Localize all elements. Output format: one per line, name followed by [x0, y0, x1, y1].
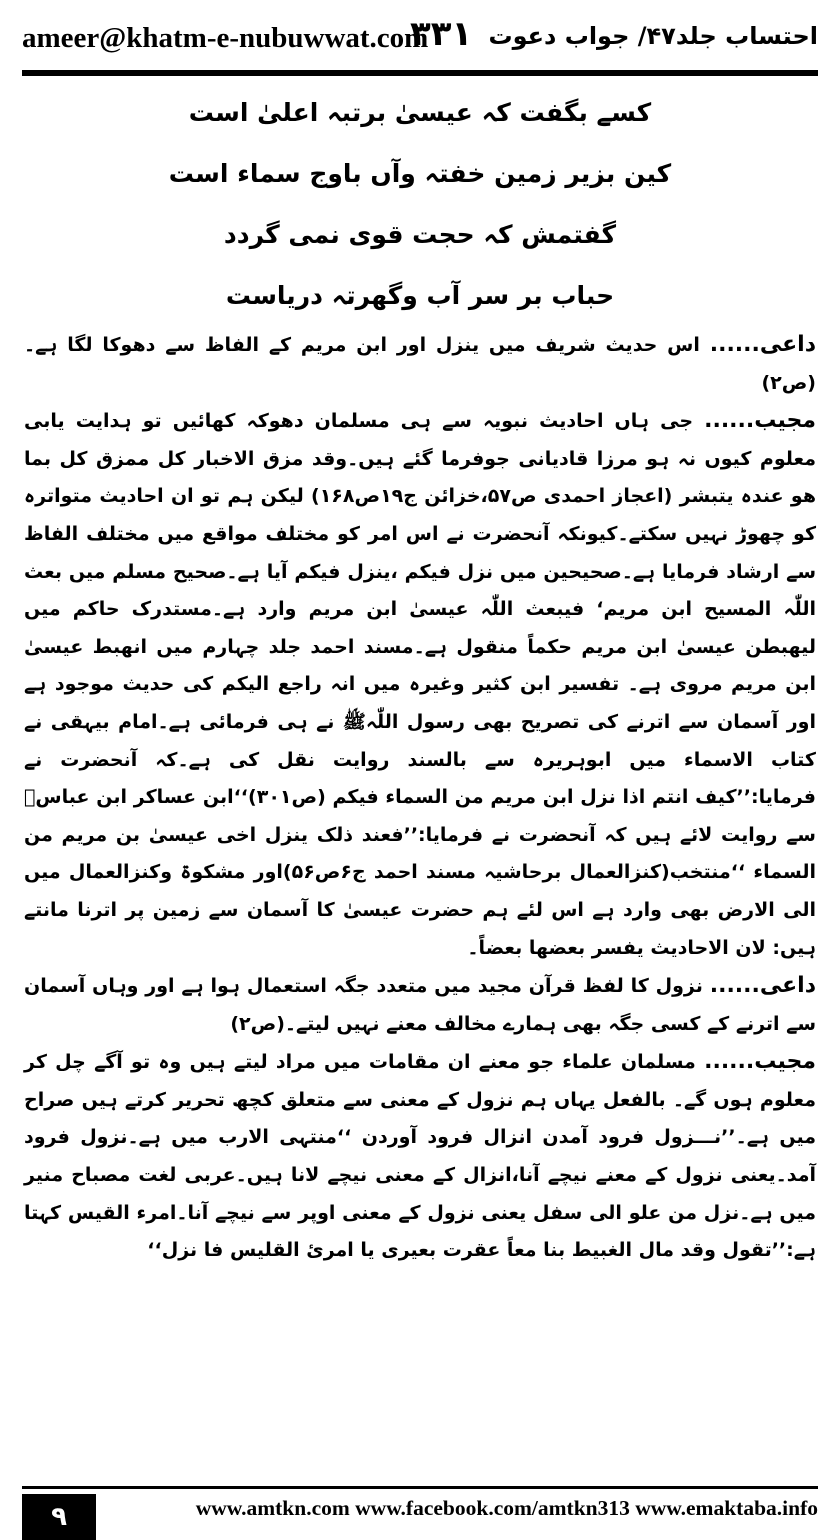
paragraph-text: نزول کا لفظ قرآن مجید میں متعدد جگہ استعمال ہوا ہے اور وہاں آسمان سے اترنے کے کسی جگہ بھی ہمارے مخالف معنے نہیں لیتے۔(ص۲) [24, 975, 816, 1035]
header-page-number: ۳۳۱ [410, 14, 473, 54]
paragraph-text: مسلمان علماء جو معنے ان مقامات میں مراد لیتے ہیں وہ تو آگے چل کر معلوم ہوں گے۔ بالفعل یہاں ہم نزول کے معنی سے متعلق کچھ تحریر کرتے ہیں صراح میں ہے۔’’نـــزول فرود آمدن انزال فرود آوردن ‘‘منتہی الارب میں ہے۔نزول فرود آمد۔یعنی نزول کے معنے نیچے آنا،انزال کے معنی نیچے لانا ہیں۔عربی لغت مصباح منیر میں ہے۔نزل من علو الی سفل یعنی نزول کے معنی اوپر سے نیچے آنا۔امرء القیس کہتا ہے:’’تقول وقد مال الغبیط بنا معاً عقرت بعیری یا امرئ القلیس فا نزل‘‘ [24, 1051, 816, 1262]
poem-line: حباب بر سر آب وگھرتہ دریاست [225, 281, 615, 310]
footer-page-badge: ۹ [22, 1494, 96, 1540]
speaker-label: داعی...... [709, 332, 816, 357]
paragraph [24, 326, 816, 402]
poem [24, 82, 816, 326]
page-body [24, 82, 816, 1270]
header-rule [22, 70, 818, 76]
poem-line: کین بزیر زمین خفتہ وآں باوج سماء است [168, 159, 672, 188]
paragraph-text: جی ہاں احادیث نبویہ سے ہی مسلمان دھوکہ کھائیں تو ہدایت یابی معلوم کیوں نہ ہو مرزا قادیانی جوفرما گئے ہیں۔وقد مزق الاخبار کل ممزق کل بما ھو عندہ یتبشر (اعجاز احمدی ص۵۷،خزائن ج۱۹ص۱۶۸) لیکن ہم تو ان احادیث متواترہ کو چھوڑ نہیں سکتے۔کیونکہ آنحضرت نے اس امر کو مختلف مواقع میں مختلف الفاظ سے ارشاد فرمایا ہے۔صحیحین میں نزل فیکم ،ینزل فیکم آیا ہے۔صحیح مسلم میں بعث اللّٰہ المسیح ابن مریم‘ فیبعث اللّٰہ عیسیٰ ابن مریم وارد ہے۔مستدرک حاکم میں لیھبطن عیسیٰ ابن مریم حکماً منقول ہے۔مسند احمد جلد چہارم میں انھبط عیسیٰ ابن مریم مروی ہے۔ تفسیر ابن کثیر وغیرہ میں انہ راجع الیکم کی حدیث موجود ہے اور آسمان سے اترنے کی تصریح بھی رسول اللّٰہﷺ نے ہی فرمائی ہے۔امام بیہقی نے کتاب الاسماء میں ابوہریرہ سے بالسند روایت نقل کی ہے۔کہ آنحضرت نے فرمایا:’’کیف انتم اذا نزل ابن مریم من السماء فیکم (ص۳۰۱)‘‘ابن عساکر ابن عباسؓ سے روایت لائے ہیں کہ آنحضرت نے فرمایا:’’فعند ذلک ینزل اخی عیسیٰ بن مریم من السماء ‘‘منتخب(کنزالعمال برحاشیہ مسند احمد ج۶ص۵۶)اور مشکوۃ وکنزالعمال میں الی الارض بھی وارد ہے اس لئے ہم حضرت عیسیٰ کا آسمان سے زمین پر اترنا مانتے ہیں: لان الاحادیث یفسر بعضھا بعضاً۔ [24, 410, 816, 959]
page-header [22, 14, 818, 66]
speaker-label: مجیب...... [704, 1049, 816, 1075]
page-footer [22, 1486, 818, 1540]
footer-urls: www.amtkn.com www.facebook.com/amtkn313 www.emaktaba.info [195, 1496, 818, 1520]
poem-line: گفتمش کہ حجت قوی نمی گردد [223, 220, 617, 249]
paragraph [24, 402, 816, 967]
paragraph [24, 1043, 816, 1270]
speaker-label: داعی...... [709, 973, 816, 999]
footer-rule [22, 1486, 818, 1489]
paragraph [24, 967, 816, 1043]
paragraph-text: اس حدیث شریف میں ینزل اور ابن مریم کے الفاظ سے دھوکا لگا ہے۔(ص۲) [24, 334, 816, 394]
poem-line: کسے بگفت کہ عیسیٰ برتبہ اعلیٰ است [188, 98, 652, 127]
header-book-title: احتساب جلد۴۷/ جواب دعوت [488, 22, 818, 50]
speaker-label: مجیب...... [704, 408, 816, 434]
header-email: ameer@khatm-e-nubuwwat.com [22, 22, 429, 54]
